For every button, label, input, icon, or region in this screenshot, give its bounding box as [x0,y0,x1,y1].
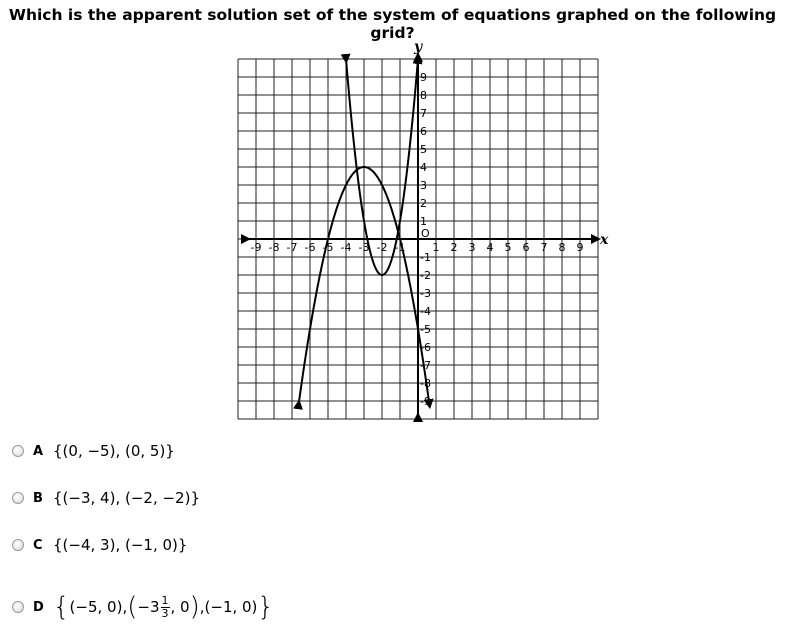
x-tick-label: 3 [468,241,476,254]
x-tick-label: -9 [250,241,262,254]
x-tick-label: -8 [268,241,280,254]
y-tick-label: -2 [420,269,431,282]
y-tick-label: -8 [420,377,431,390]
origin-label: O [421,227,430,240]
choice-text: {(−3, 4), (−2, −2)} [53,489,200,507]
choice-d-whole: −3 [137,598,160,616]
radio-c[interactable] [12,539,24,551]
y-tick-label: -1 [420,251,431,264]
choice-text: {(−4, 3), (−1, 0)} [53,536,188,554]
x-tick-label: 1 [432,241,440,254]
choice-letter: B [33,490,43,506]
fraction-denominator: 3 [161,606,169,620]
x-tick-label: 6 [522,241,530,254]
open-brace: { [53,592,70,622]
y-tick-label: -4 [420,305,431,318]
radio-d[interactable] [12,601,24,613]
y-tick-label: -9 [420,395,431,408]
y-tick-label: -3 [420,287,431,300]
fraction [161,595,170,619]
x-tick-label: -1 [394,241,406,254]
x-tick-label: 5 [504,241,512,254]
y-tick-label: 9 [420,71,427,84]
radio-b[interactable] [12,492,24,504]
close-bracket: ) [189,592,200,622]
y-tick-label: 6 [420,125,427,138]
x-tick-label: -4 [340,241,352,254]
y-tick-label: 8 [420,89,427,102]
x-axis-label: x [600,232,609,248]
choice-text: {(0, −5), (0, 5)} [53,442,175,460]
y-tick-label: 4 [420,161,427,174]
x-tick-label: -6 [304,241,316,254]
y-tick-label: -6 [420,341,431,354]
y-tick-label: -7 [420,359,431,372]
x-tick-label: -5 [322,241,334,254]
choice-letter: C [33,537,43,553]
choice-text [53,594,274,620]
open-bracket: ( [127,592,138,622]
y-tick-label: 2 [420,197,427,210]
y-tick-label: 5 [420,143,427,156]
x-tick-label: -7 [286,241,298,254]
choice-d-part1: (−5, 0), [69,598,128,616]
radio-a[interactable] [12,445,24,457]
x-tick-label: -2 [376,241,388,254]
y-tick-label: -5 [420,323,431,336]
choice-b[interactable] [12,485,200,511]
y-axis-label: y [414,39,423,55]
x-tick-label: 7 [540,241,548,254]
choice-letter: A [33,443,44,459]
fraction-numerator: 1 [161,593,169,607]
choice-a[interactable] [12,438,175,464]
close-brace: } [257,592,274,622]
y-tick-label: 1 [420,215,427,228]
y-tick-label: 7 [420,107,427,120]
x-tick-label: 2 [450,241,458,254]
x-tick-label: 4 [486,241,494,254]
x-tick-label: -3 [358,241,370,254]
y-tick-label: 3 [420,179,427,192]
choice-letter: D [33,599,44,615]
x-tick-label: 8 [558,241,566,254]
x-tick-label: 9 [576,241,584,254]
choice-c[interactable] [12,532,187,558]
choice-d-rest: , 0 [170,598,190,616]
choice-d[interactable] [12,594,274,620]
choice-d-part3: ,(−1, 0) [199,598,258,616]
question-text: Which is the apparent solution set of the system of equations graphed on the following grid? [8,6,777,42]
